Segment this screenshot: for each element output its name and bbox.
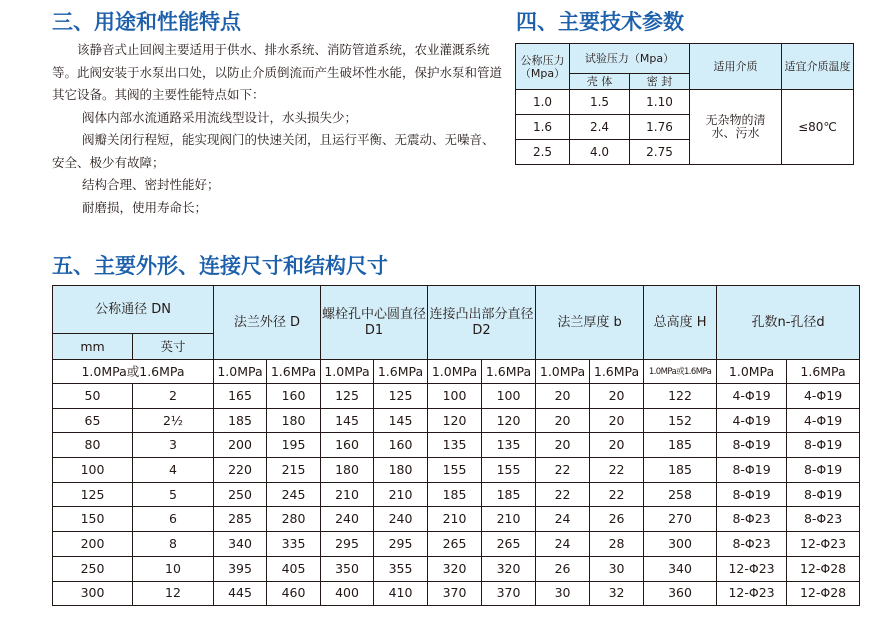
cell-d1-16: 125 (374, 384, 428, 409)
cell-mm: 300 (53, 581, 133, 606)
cell-d2-10: 155 (428, 458, 482, 483)
cell-b10: 26 (536, 556, 590, 581)
cell-seal-pressure: 1.76 (630, 115, 690, 140)
pressure-16: 1.6MPa (787, 360, 860, 384)
cell-d2-16: 185 (482, 482, 536, 507)
cell-h: 185 (644, 433, 717, 458)
table-row (53, 458, 860, 483)
header-temperature: 适宜介质温度 (782, 44, 854, 90)
cell-h: 258 (644, 482, 717, 507)
table-row (53, 507, 860, 532)
header-seal: 密 封 (630, 74, 690, 90)
cell-n16: 8-Φ19 (787, 433, 860, 458)
header-test-pressure: 试验压力（Mpa） (570, 44, 690, 74)
cell-d10: 340 (214, 532, 267, 557)
cell-b16: 20 (590, 384, 644, 409)
cell-inch: 3 (133, 433, 214, 458)
cell-d1-16: 145 (374, 408, 428, 433)
cell-d16: 335 (267, 532, 321, 557)
cell-mm: 65 (53, 408, 133, 433)
cell-d16: 245 (267, 482, 321, 507)
cell-b16: 20 (590, 433, 644, 458)
cell-d1-16: 160 (374, 433, 428, 458)
cell-d10: 185 (214, 408, 267, 433)
cell-n16: 8-Φ23 (787, 507, 860, 532)
cell-n10: 8-Φ23 (717, 507, 787, 532)
table-row (53, 482, 860, 507)
cell-seal-pressure: 2.75 (630, 140, 690, 165)
cell-n16: 8-Φ19 (787, 458, 860, 483)
pressure-16: 1.6MPa (267, 360, 321, 384)
cell-d10: 250 (214, 482, 267, 507)
cell-d1-16: 180 (374, 458, 428, 483)
cell-d2-10: 100 (428, 384, 482, 409)
intro-paragraph: 该静音式止回阀主要适用于供水、排水系统、消防管道系统，农业灌溉系统等。此阀安装于水泵出口处，以防止介质倒流而产生破坏性水能，保护水泵和管道其它设备。其阀的主要性能特点如下： (52, 42, 503, 102)
cell-nominal-pressure: 2.5 (516, 140, 570, 165)
cell-shell-pressure: 4.0 (570, 140, 630, 165)
cell-n10: 8-Φ19 (717, 433, 787, 458)
cell-n10: 4-Φ19 (717, 408, 787, 433)
cell-mm: 250 (53, 556, 133, 581)
pressure-10: 1.0MPa (321, 360, 374, 384)
cell-medium: 无杂物的清水、污水 (690, 90, 782, 165)
cell-d2-16: 370 (482, 581, 536, 606)
cell-d2-10: 185 (428, 482, 482, 507)
header-raised-face: 连接凸出部分直径 D2 (428, 286, 536, 360)
cell-h: 122 (644, 384, 717, 409)
pressure-both-small: 1.0MPa或1.6MPa (644, 360, 717, 384)
cell-mm: 100 (53, 458, 133, 483)
cell-n10: 12-Φ23 (717, 556, 787, 581)
cell-d2-16: 265 (482, 532, 536, 557)
pressure-16: 1.6MPa (482, 360, 536, 384)
cell-seal-pressure: 1.10 (630, 90, 690, 115)
cell-b16: 20 (590, 408, 644, 433)
cell-d1-10: 400 (321, 581, 374, 606)
cell-temperature: ≤80℃ (782, 90, 854, 165)
cell-b16: 32 (590, 581, 644, 606)
cell-d2-10: 370 (428, 581, 482, 606)
cell-d16: 215 (267, 458, 321, 483)
cell-n16: 4-Φ19 (787, 408, 860, 433)
cell-inch: 5 (133, 482, 214, 507)
tech-params-table (515, 43, 854, 165)
cell-mm: 150 (53, 507, 133, 532)
cell-d1-10: 350 (321, 556, 374, 581)
cell-n16: 8-Φ19 (787, 482, 860, 507)
cell-n16: 4-Φ19 (787, 384, 860, 409)
param-row (516, 90, 854, 115)
cell-d1-10: 295 (321, 532, 374, 557)
cell-d2-16: 210 (482, 507, 536, 532)
cell-n16: 12-Φ28 (787, 581, 860, 606)
cell-d1-16: 410 (374, 581, 428, 606)
section-title-uses: 三、用途和性能特点 (52, 10, 241, 34)
cell-d1-10: 145 (321, 408, 374, 433)
cell-nominal-pressure: 1.6 (516, 115, 570, 140)
cell-n10: 8-Φ19 (717, 482, 787, 507)
cell-b10: 20 (536, 433, 590, 458)
cell-d2-10: 120 (428, 408, 482, 433)
cell-d16: 160 (267, 384, 321, 409)
cell-d2-10: 320 (428, 556, 482, 581)
cell-nominal-pressure: 1.0 (516, 90, 570, 115)
pressure-10: 1.0MPa (428, 360, 482, 384)
cell-d16: 280 (267, 507, 321, 532)
header-medium: 适用介质 (690, 44, 782, 90)
cell-b16: 30 (590, 556, 644, 581)
cell-b16: 22 (590, 458, 644, 483)
cell-b10: 24 (536, 532, 590, 557)
header-bolt-circle: 螺栓孔中心圆直径 D1 (321, 286, 428, 360)
cell-inch: 6 (133, 507, 214, 532)
header-dn: 公称通径 DN (53, 286, 214, 334)
cell-b16: 26 (590, 507, 644, 532)
header-holes: 孔数n-孔径d (717, 286, 860, 360)
cell-d10: 285 (214, 507, 267, 532)
cell-b10: 22 (536, 482, 590, 507)
cell-d1-10: 180 (321, 458, 374, 483)
cell-n16: 12-Φ28 (787, 556, 860, 581)
cell-mm: 200 (53, 532, 133, 557)
cell-d2-10: 265 (428, 532, 482, 557)
cell-inch: 8 (133, 532, 214, 557)
cell-d16: 180 (267, 408, 321, 433)
cell-b16: 22 (590, 482, 644, 507)
cell-d10: 445 (214, 581, 267, 606)
cell-d2-16: 120 (482, 408, 536, 433)
header-inch: 英寸 (133, 334, 214, 360)
header-mm: mm (53, 334, 133, 360)
cell-h: 300 (644, 532, 717, 557)
cell-inch: 10 (133, 556, 214, 581)
cell-h: 185 (644, 458, 717, 483)
cell-d2-16: 155 (482, 458, 536, 483)
cell-d2-16: 320 (482, 556, 536, 581)
cell-n16: 12-Φ23 (787, 532, 860, 557)
table-row (53, 408, 860, 433)
cell-b10: 20 (536, 408, 590, 433)
cell-d16: 195 (267, 433, 321, 458)
cell-mm: 125 (53, 482, 133, 507)
header-nominal-pressure: 公称压力（Mpa） (516, 44, 570, 90)
cell-b10: 24 (536, 507, 590, 532)
cell-b10: 22 (536, 458, 590, 483)
cell-mm: 80 (53, 433, 133, 458)
dimensions-table (52, 285, 860, 606)
cell-inch: 2½ (133, 408, 214, 433)
table-row (53, 556, 860, 581)
header-shell: 壳 体 (570, 74, 630, 90)
cell-d1-16: 295 (374, 532, 428, 557)
cell-inch: 12 (133, 581, 214, 606)
cell-d2-10: 135 (428, 433, 482, 458)
cell-d10: 220 (214, 458, 267, 483)
cell-d1-10: 125 (321, 384, 374, 409)
cell-d1-10: 240 (321, 507, 374, 532)
cell-b10: 20 (536, 384, 590, 409)
header-total-height: 总高度 H (644, 286, 717, 360)
cell-d2-10: 210 (428, 507, 482, 532)
table-row (53, 384, 860, 409)
cell-n10: 12-Φ23 (717, 581, 787, 606)
cell-d10: 200 (214, 433, 267, 458)
pressure-10: 1.0MPa (214, 360, 267, 384)
cell-b16: 28 (590, 532, 644, 557)
cell-mm: 50 (53, 384, 133, 409)
cell-d16: 460 (267, 581, 321, 606)
intro-text (52, 39, 504, 219)
feature-item: 结构合理、密封性能好； (82, 177, 220, 192)
table-row (53, 433, 860, 458)
cell-h: 360 (644, 581, 717, 606)
header-flange-thickness: 法兰厚度 b (536, 286, 644, 360)
cell-h: 152 (644, 408, 717, 433)
cell-d10: 395 (214, 556, 267, 581)
header-flange-od: 法兰外径 D (214, 286, 321, 360)
cell-d1-16: 355 (374, 556, 428, 581)
feature-item: 阀瓣关闭行程短，能实现阀门的快速关闭，且运行平衡、无震动、无噪音、安全、极少有故障； (52, 132, 495, 170)
table-row (53, 581, 860, 606)
cell-d2-16: 135 (482, 433, 536, 458)
section-title-params: 四、主要技术参数 (516, 10, 684, 34)
pressure-both: 1.0MPa或1.6MPa (53, 360, 214, 384)
cell-d1-10: 160 (321, 433, 374, 458)
section-title-dims: 五、主要外形、连接尺寸和结构尺寸 (52, 254, 388, 278)
cell-d2-16: 100 (482, 384, 536, 409)
pressure-10: 1.0MPa (536, 360, 590, 384)
cell-d1-10: 210 (321, 482, 374, 507)
cell-h: 270 (644, 507, 717, 532)
pressure-16: 1.6MPa (590, 360, 644, 384)
cell-d1-16: 210 (374, 482, 428, 507)
cell-n10: 4-Φ19 (717, 384, 787, 409)
cell-n10: 8-Φ23 (717, 532, 787, 557)
cell-shell-pressure: 2.4 (570, 115, 630, 140)
table-row (53, 532, 860, 557)
pressure-10: 1.0MPa (717, 360, 787, 384)
cell-h: 340 (644, 556, 717, 581)
cell-d10: 165 (214, 384, 267, 409)
feature-item: 阀体内部水流通路采用流线型设计，水头损失少； (82, 109, 358, 125)
pressure-16: 1.6MPa (374, 360, 428, 384)
cell-inch: 2 (133, 384, 214, 409)
feature-item: 耐磨损，使用寿命长； (82, 199, 208, 215)
cell-d16: 405 (267, 556, 321, 581)
cell-shell-pressure: 1.5 (570, 90, 630, 115)
cell-b10: 30 (536, 581, 590, 606)
cell-inch: 4 (133, 458, 214, 483)
cell-n10: 8-Φ19 (717, 458, 787, 483)
cell-d1-16: 240 (374, 507, 428, 532)
